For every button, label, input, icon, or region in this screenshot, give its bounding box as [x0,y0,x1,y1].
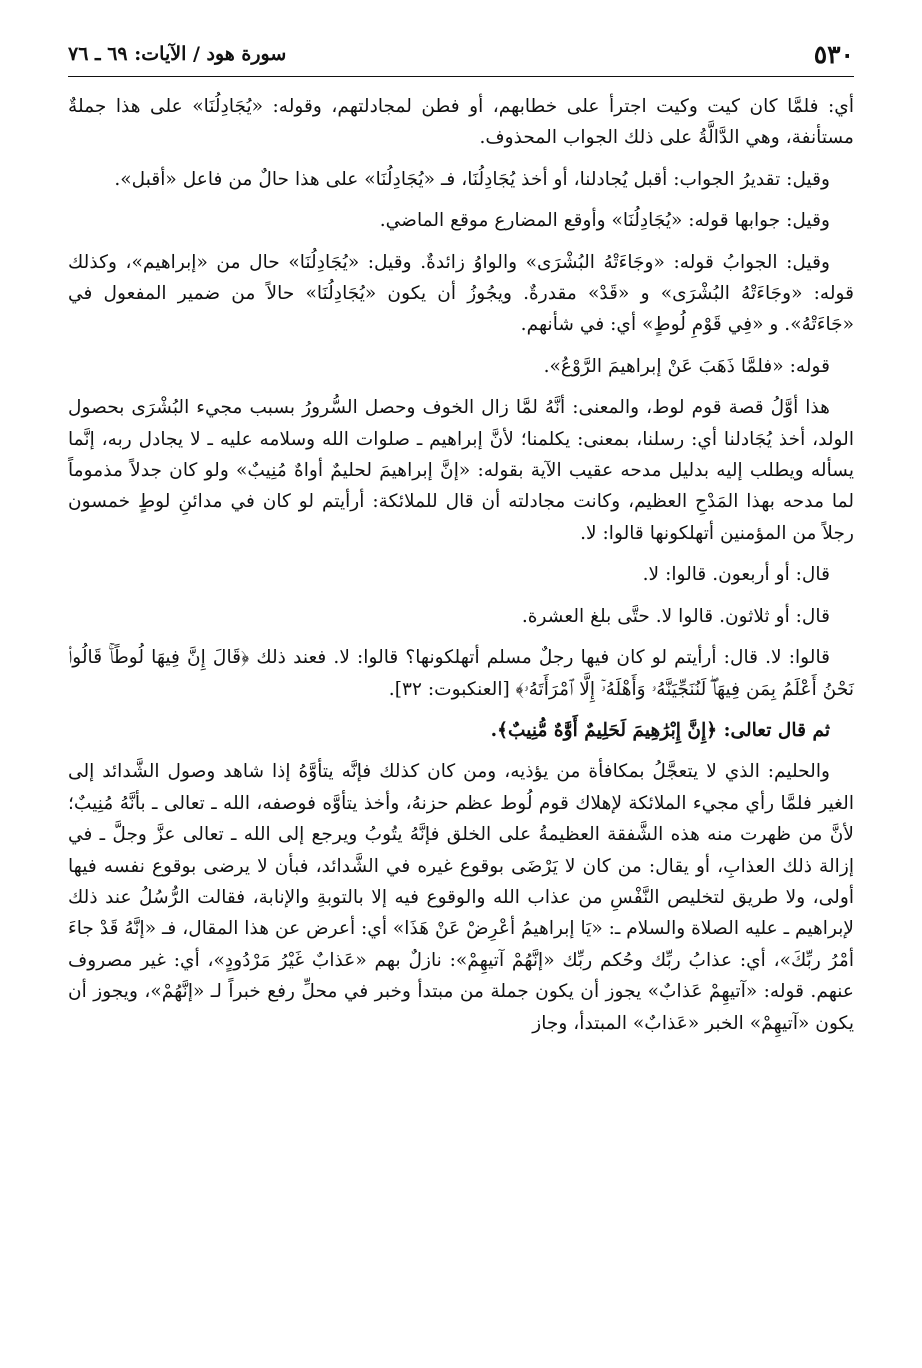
header-divider [68,76,854,77]
paragraph: قال: أو أربعون. قالوا: لا. [642,564,830,586]
paragraph: والحليم: الذي لا يتعجَّلُ بمكافأة من يؤذيه، ومن كان كذلك فإنَّه يتأوَّهُ إذا شاهد وصول الشَّدائد إلى الغير فلمَّا رأي مجيء الملائكة لإهلاك قوم لُوط عظم حزنهُ، وأخذ يتأوَّه فوصفه، الله ـ تعالى ـ بأنَّهُ مُنِيبٌ؛ لأنَّ من ظهرت منه هذه الشَّفقة العظيمةُ على الخلق فإنَّهُ يتُوبُ ويرجع إلى الله ـ تعالى عزَّ وجلَّ ـ في إزالة ذلك العذابِ، أو يقال: من كان لا يَرْضَى بوقوع غيره في الشَّدائد، فبأن لا يرضى بوقوع نفسه فيها أولى، ولا طريق لتخليص النَّفْسِ من عذاب الله والوقوع فيه إلا بالتوبةِ والإنابة، فقالت الرُّسُلُ عند ذلك لإبراهيم ـ عليه الصلاة والسلام ـ: «يَا إبراهيمُ أعْرِضْ عَنْ هَذَا» أي: أعرض عن هذا المقال، فـ «إنَّهُ قَدْ جاءَ أمْرُ ربِّكَ»، أي: عذابُ ربِّك وحُكم ربِّك «إنَّهُمْ آتيهِمْ»: نازلٌ بهم «عَذابٌ غَيْرُ مَرْدُودٍ»، أي: غير مصروف عنهم. قوله: «آتيهِمْ عَذابٌ» يجوز أن يكون جملة من مبتدأ وخبر في محلِّ رفع خبراً لـ «إنَّهُمْ»، ويجوز أن يكون «آتيهِمْ» الخبر «عَذابٌ» المبتدأ، وجاز [68,761,854,1034]
paragraph: وقيل: الجوابُ قوله: «وجَاءَتْهُ البُشْرَى» والواوُ زائدةٌ. وقيل: «يُجَادِلُنَا» حال من «إبراهيم»، وكذلك قوله: «وجَاءَتْهُ البُشْرَى» و «قَدْ» مقدرةٌ. ويجُوزُ أن يكون «يُجَادِلُنَا» حالاً من ضمير المفعول في «جَاءَتْهُ». و «فِي قَوْمِ لُوطٍ» أي: في شأنهم. [68,251,854,336]
page-body [68,91,854,1039]
paragraph: وقيل: تقديرُ الجواب: أقبل يُجادلنا، أو أخذ يُجَادِلُنَا، فـ «يُجَادِلُنَا» على هذا حالٌ من فاعل «أقبل». [114,168,830,190]
paragraph: هذا أوَّلُ قصة قوم لوط، والمعنى: أنَّهُ لمَّا زال الخوف وحصل السُّرورُ بسبب مجيء البُشْرَى بحصول الولد، أخذ يُجَادلنا أي: رسلنا، بمعنى: يكلمنا؛ لأنَّ إبراهيم ـ صلوات الله وسلامه عليه ـ لا يجادل ربه، إنَّما يسأله ويطلب إليه بدليل مدحه عقيب الآية بقوله: «إنَّ إبراهيمَ لحليمٌ أواهٌ مُنِيبٌ» ولو كان جدلاً مذموماً لما مدحه بهذا المَدْحِ العظيم، وكانت مجادلته أن قال للملائكة: أرأيتم لو كان في مدائنِ لوطٍ خمسون رجلاً من المؤمنين أتهلكونها قالوا: لا. [68,397,854,544]
paragraph: وقيل: جوابها قوله: «يُجَادِلُنَا» وأوقع المضارع موقع الماضي. [379,210,830,232]
paragraph: أي: فلمَّا كان كيت وكيت اجترأ على خطابهم، أو فطن لمجادلتهم، وقوله: «يُجَادِلُنَا» على هذا جملةٌ مستأنفة، وهي الدَّالَّةُ على ذلك الجواب المحذوف. [68,96,854,149]
paragraph: قوله: «فلمَّا ذَهَبَ عَنْ إبراهيمَ الرَّوْعُ». [543,355,830,377]
page-header [68,36,854,72]
page-number: ٥٣٠ [813,39,854,69]
paragraph: قالوا: لا. قال: أرأيتم لو كان فيها رجلٌ مسلم أتهلكونها؟ قالوا: لا. فعند ذلك ﴿قَالَ إِنَّ فِيهَا لُوطًاۚ قَالُوا۟ نَحْنُ أَعْلَمُ بِمَن فِيهَاۖ لَنُنَجِّيَنَّهُۥ وَأَهْلَهُۥٓ إِلَّا ٱمْرَأَتَهُۥ﴾ [العنكبوت: ٣٢]. [68,647,854,700]
paragraph: ثم قال تعالى: ﴿إِنَّ إِبْرَٰهِيمَ لَحَلِيمٌ أَوَّٰهٌ مُّنِيبٌ﴾. [490,719,830,741]
paragraph: قال: أو ثلاثون. قالوا لا. حتَّى بلغ العشرة. [521,605,830,627]
running-title: سورة هود / الآيات: ٦٩ ـ ٧٦ [68,43,287,65]
